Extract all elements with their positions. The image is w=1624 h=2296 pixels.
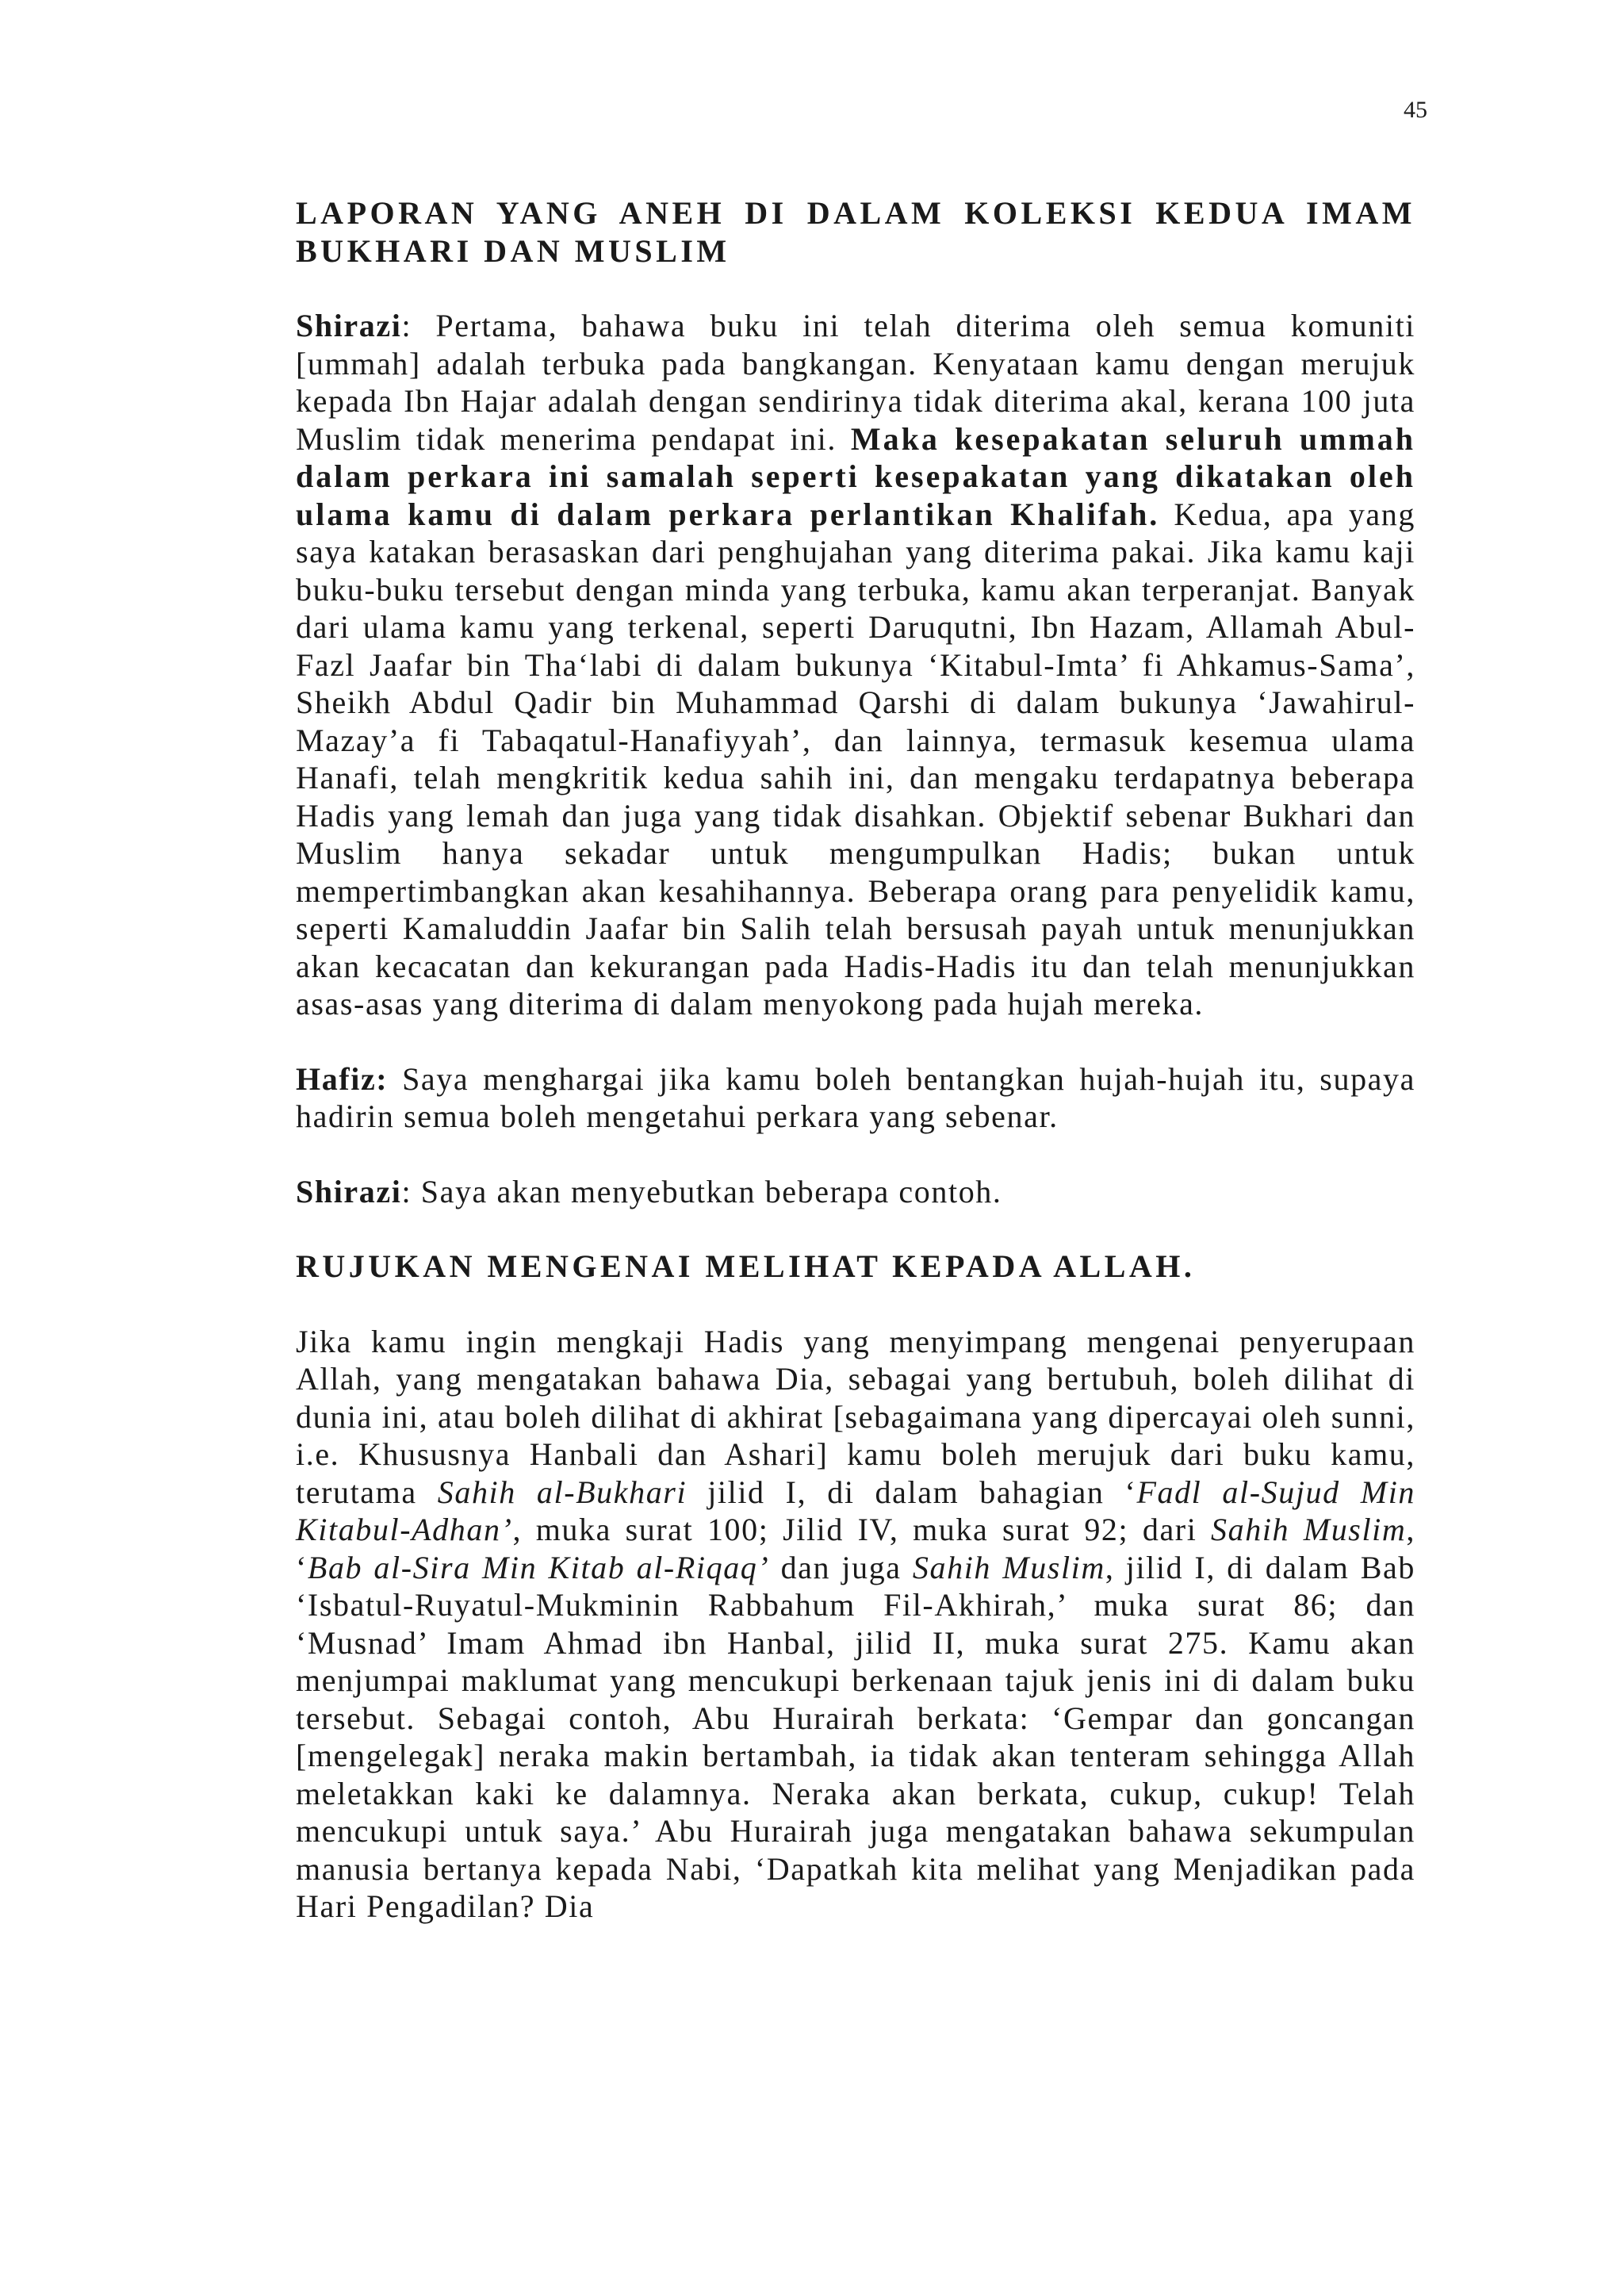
book-title: Sahih Muslim [1211, 1512, 1407, 1547]
paragraph-text: , ‘ [296, 1512, 1415, 1585]
paragraph-text: Kedua, apa yang saya katakan berasaskan dari penghujahan yang diterima pakai. Jika kamu kaji buku-buku tersebut dengan minda yang terbuka, kamu akan terperanjat. Banyak dari ulama kamu yang terkenal, seperti Daruqutni, Ibn Hazam, Allamah Abul-Fazl Jaafar bin Tha‘labi di dalam bukunya ‘Kitabul-Imta’ fi Ahkamus-Sama’, Sheikh Abdul Qadir bin Muhammad Qarshi di dalam bukunya ‘Jawahirul-Mazay’a fi Tabaqatul-Hanafiyyah’, dan lainnya, termasuk kesemua ulama Hanafi, telah mengkritik kedua sahih ini, dan mengaku terdapatnya beberapa Hadis yang lemah dan juga yang tidak disahkan. Objektif sebenar Bukhari dan Muslim hanya sekadar untuk mengumpulkan Hadis; bukan untuk mempertimbangkan akan kesahihannya. Beberapa orang para penyelidik kamu, seperti Kamaluddin Jaafar bin Salih telah bersusah payah untuk menunjukkan akan kecacatan dan kekurangan pada Hadis-Hadis itu dan telah menunjukkan asas-asas yang diterima di dalam menyokong pada hujah mereka. [296, 496, 1415, 1022]
bold-emphasis: Maka kesepakatan seluruh ummah dalam perkara ini samalah seperti kesepakatan yang dikatakan oleh ulama kamu di dalam perkara perlantikan Khalifah. [296, 420, 1416, 532]
paragraph-text: : Saya akan menyebutkan beberapa contoh. [401, 1173, 1002, 1209]
paragraph-references [296, 1323, 1415, 1926]
page-number: 45 [1404, 97, 1427, 123]
section-heading: LAPORAN YANG ANEH DI DALAM KOLEKSI KEDUA IMAM BUKHARI DAN MUSLIM [296, 195, 1415, 269]
paragraph-text: dan juga [769, 1549, 913, 1585]
chapter-title: Fadl al-Sujud Min Kitabul-Adhan’ [296, 1474, 1416, 1547]
book-title: Sahih Muslim [912, 1549, 1105, 1585]
spacer [296, 270, 1415, 307]
speaker-name: Hafiz: [296, 1060, 389, 1097]
speaker-name: Shirazi [296, 1173, 402, 1209]
paragraph-text: : Pertama, bahawa buku ini telah diterima oleh semua komuniti [ummah] adalah terbuka pada bangkangan. Kenyataan kamu dengan merujuk kepada Ibn Hajar adalah dengan sendirinya tidak diterima akal, kerana 100 juta Muslim tidak menerima pendapat ini. [296, 308, 1415, 457]
paragraph-text: , muka surat 100; Jilid IV, muka surat 92; dari [512, 1512, 1212, 1547]
spacer [296, 1136, 1415, 1173]
spacer [296, 1286, 1415, 1323]
paragraph-text: Jika kamu ingin mengkaji Hadis yang menyimpang mengenai penyerupaan Allah, yang mengatakan bahawa Dia, sebagai yang bertubuh, boleh dilihat di dunia ini, atau boleh dilihat di akhirat [sebagaimana yang dipercayai oleh sunni, i.e. Khususnya Hanbali dan Ashari] kamu boleh merujuk dari buku kamu, terutama [296, 1323, 1415, 1510]
spacer [296, 1023, 1415, 1060]
section-heading: RUJUKAN MENGENAI MELIHAT KEPADA ALLAH. [296, 1248, 1196, 1284]
chapter-title: Bab al-Sira Min Kitab al-Riqaq’ [307, 1549, 770, 1585]
paragraph-text: Saya menghargai jika kamu boleh bentangkan hujah-hujah itu, supaya hadirin semua boleh mengetahui perkara yang sebenar. [296, 1060, 1415, 1134]
paragraph-hafiz [296, 1060, 1415, 1136]
paragraph-shirazi-1 [296, 307, 1415, 1023]
spacer [296, 1210, 1415, 1248]
page-body [296, 194, 1415, 1926]
book-title: Sahih al-Bukhari [437, 1474, 688, 1510]
paragraph-text: , jilid I, di dalam Bab ‘Isbatul-Ruyatul-Mukminin Rabbahum Fil-Akhirah,’ muka surat 86; dan ‘Musnad’ Imam Ahmad ibn Hanbal, jilid II, muka surat 275. Kamu akan menjumpai maklumat yang mencukupi berkenaan tajuk jenis ini di dalam buku tersebut. Sebagai contoh, Abu Hurairah berkata: ‘Gempar dan goncangan [mengelegak] neraka makin bertambah, ia tidak akan tenteram sehingga Allah meletakkan kaki ke dalamnya. Neraka akan berkata, cukup, cukup! Telah mencukupi untuk saya.’ Abu Hurairah juga mengatakan bahawa sekumpulan manusia bertanya kepada Nabi, ‘Dapatkah kita melihat yang Menjadikan pada Hari Pengadilan? Dia [296, 1549, 1415, 1924]
paragraph-text: jilid I, di dalam bahagian ‘ [687, 1474, 1137, 1510]
paragraph-shirazi-2 [296, 1173, 1415, 1211]
speaker-name: Shirazi [296, 308, 402, 343]
